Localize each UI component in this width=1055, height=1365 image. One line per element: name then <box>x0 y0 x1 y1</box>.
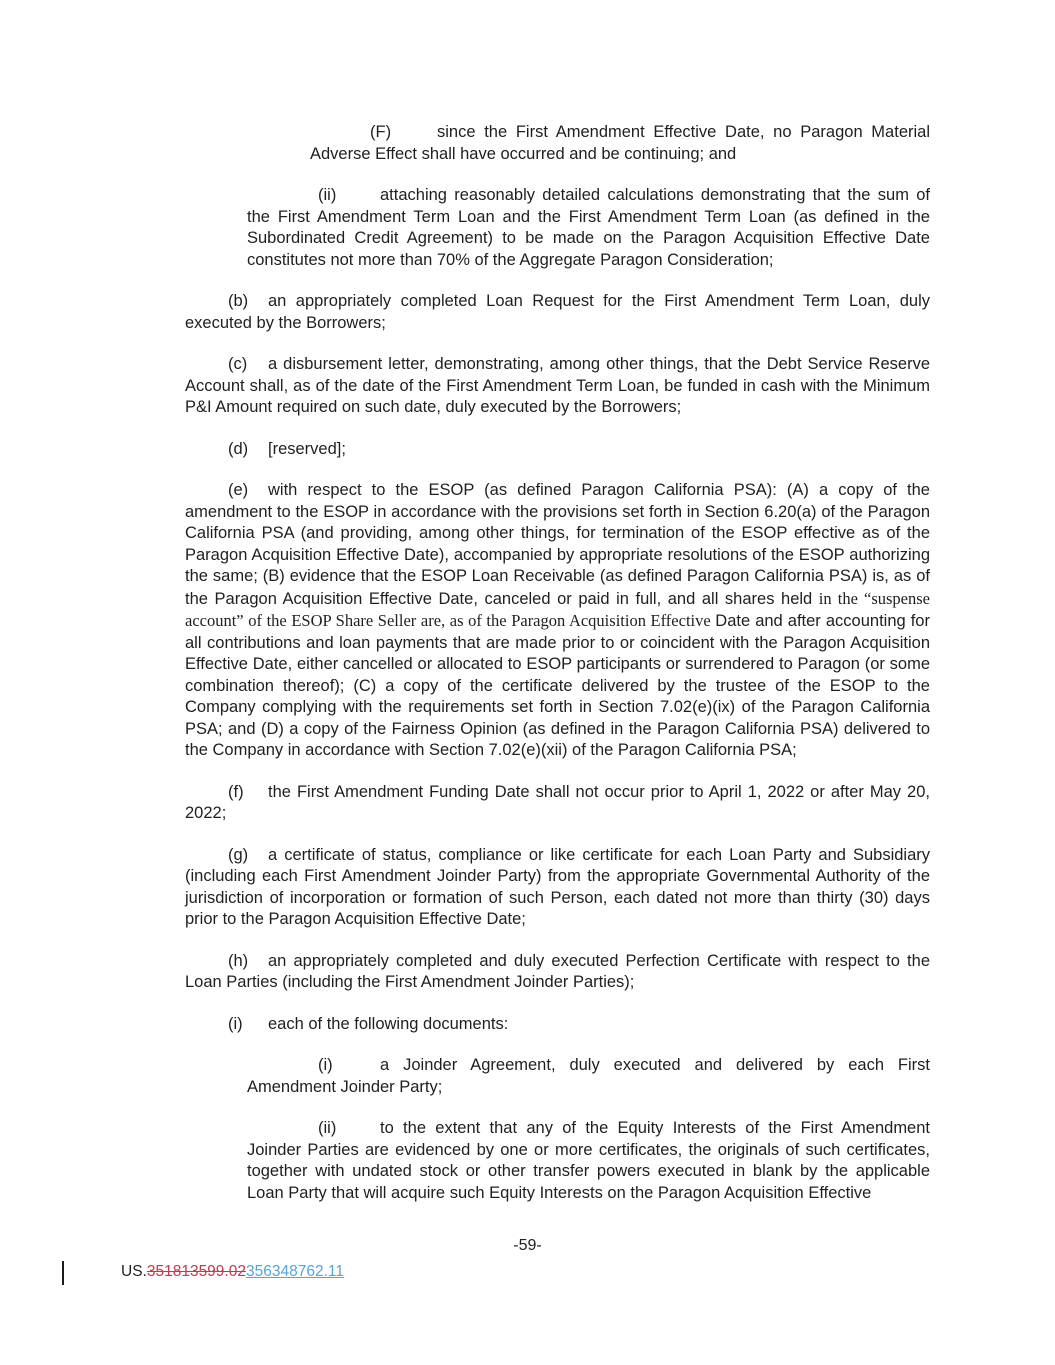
paragraph-F <box>310 122 930 165</box>
paragraph-text: [reserved]; <box>268 439 346 458</box>
paragraph-text: attaching reasonably detailed calculations demonstrating that the sum of the First Amendment Term Loan and the First Amendment Term Loan (as defined in the Subordinated Credit Agreement) to be made on the Paragon Acquisition Effective Date constitutes not more than 70% of the Aggregate Paragon Consideration; <box>247 186 930 269</box>
paragraph-d <box>185 439 930 461</box>
paragraph-c <box>185 354 930 419</box>
paragraph-label: (i) <box>318 1056 333 1074</box>
paragraph-text: an appropriately completed and duly executed Perfection Certificate with respect to the Loan Parties (including the First Amendment Joinder Parties); <box>185 951 930 991</box>
paragraph-ii-sub <box>247 1118 930 1204</box>
paragraph-label: (h) <box>228 951 249 970</box>
paragraph-e <box>185 480 930 762</box>
paragraph-text: to the extent that any of the Equity Interests of the First Amendment Joinder Parties are evidenced by one or more certificates, the originals of such certificates, together with undated stock or other transfer powers executed in blank by the applicable Loan Party that will acquire such Equity Interests on the Paragon Acquisition Effective <box>247 1119 930 1202</box>
paragraph-label: (e) <box>228 481 249 499</box>
footer-page-number: -59- <box>513 1237 542 1254</box>
paragraph-label: (d) <box>228 439 249 458</box>
paragraph-g <box>185 845 930 931</box>
paragraph-text: a disbursement letter, demonstrating, among other things, that the Debt Service Reserve Account shall, as of the date of the First Amendment Term Loan, be funded in cash with the Minimum P&I Amount required on such date, duly executed by the Borrowers; <box>185 355 930 416</box>
paragraph-h <box>185 951 930 994</box>
paragraph-label: (i) <box>228 1014 243 1033</box>
paragraph-label: (f) <box>228 782 244 801</box>
paragraph-label: (c) <box>228 355 248 373</box>
paragraph-label: (ii) <box>318 1119 337 1137</box>
paragraph-b <box>185 291 930 334</box>
document-body <box>185 122 930 1224</box>
paragraph-text: since the First Amendment Effective Date, no Paragon Material Adverse Effect shall have occurred and be continuing; and <box>310 123 930 163</box>
paragraph-text-run-serif: in the “suspense account” of the ESOP Share Seller are, as of the Paragon Acquisition Effective <box>185 588 930 630</box>
paragraph-label: (g) <box>228 845 249 864</box>
paragraph-text: a certificate of status, compliance or like certificate for each Loan Party and Subsidiary (including each First Amendment Joinder Party) from the appropriate Governmental Authority of the jurisdiction of incorporation or formation of such Person, each dated not more than thirty (30) days prior to the Paragon Acquisition Effective Date; <box>185 845 930 928</box>
doc-id-old-number: 351813599.02 <box>146 1263 246 1280</box>
paragraph-text: each of the following documents: <box>268 1014 509 1033</box>
paragraph-text-run: with respect to the ESOP (as defined Paragon California PSA): (A) a copy of the amendment to the ESOP in accordance with the provisions set forth in Section 6.20(a) of the Paragon California PSA (and providing, among other things, for termination of the ESOP effective as of the Paragon Acquisition Effective Date), accompanied by appropriate resolutions of the ESOP authorizing the same; (B) evidence that the ESOP Loan Receivable (as defined Paragon California PSA) is, as of the Paragon Acquisition Effective Date, canceled or paid in full, and all shares held <box>185 481 930 608</box>
paragraph-label: (ii) <box>318 186 337 204</box>
paragraph-i-sub <box>247 1055 930 1098</box>
paragraph-label: (F) <box>370 123 392 141</box>
paragraph-f <box>185 782 930 825</box>
paragraph-text: an appropriately completed Loan Request for the First Amendment Term Loan, duly executed by the Borrowers; <box>185 292 930 332</box>
doc-id-prefix: US. <box>121 1263 147 1280</box>
paragraph-text-run: Date and after accounting for all contributions and loan payments that are made prior to or coincident with the Paragon Acquisition Effective Date, either cancelled or allocated to ESOP participants or surrendered to Paragon (or some combination thereof); (C) a copy of the certificate delivered by the trustee of the ESOP to the Company complying with the requirements set forth in Section 7.02(e)(ix) of the Paragon California PSA; and (D) a copy of the Fairness Opinion (as defined in the Paragon California PSA) delivered to the Company in accordance with Section 7.02(e)(xii) of the Paragon California PSA; <box>185 612 930 759</box>
paragraph-ii-top <box>247 185 930 271</box>
paragraph-i <box>185 1014 930 1036</box>
doc-id-new-number: 356348762.11 <box>245 1263 344 1280</box>
paragraph-text: a Joinder Agreement, duly executed and delivered by each First Amendment Joinder Party; <box>247 1056 930 1096</box>
paragraph-label: (b) <box>228 292 249 310</box>
footer-doc-id <box>121 1262 344 1282</box>
paragraph-text: the First Amendment Funding Date shall not occur prior to April 1, 2022 or after May 20, 2022; <box>185 782 930 822</box>
revision-change-bar <box>62 1261 64 1285</box>
